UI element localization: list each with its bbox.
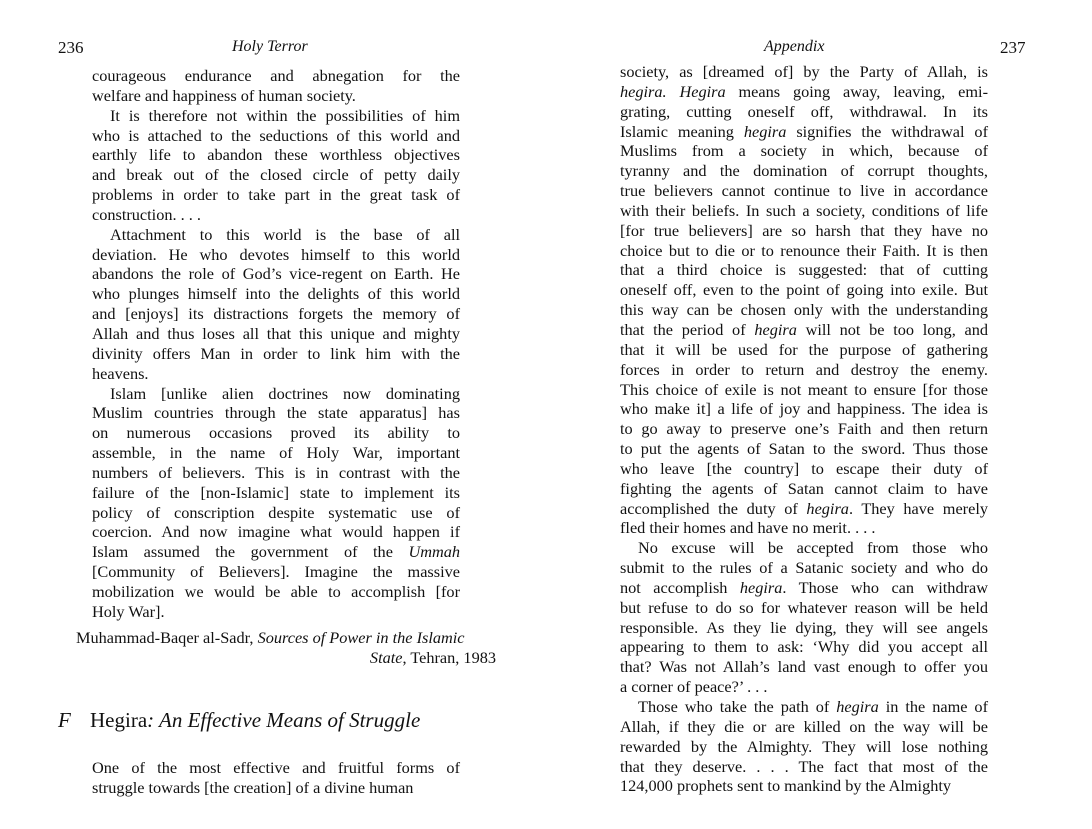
text-line: responsible. As they lie dying, they will see angels — [620, 617, 988, 637]
text-line: with their beliefs. In such a society, conditions of life — [620, 200, 988, 220]
text-line: Holy War]. — [92, 601, 165, 621]
paragraph — [92, 106, 460, 225]
attribution-author: Muhammad-Baqer al-Sadr, — [76, 628, 258, 647]
text-line: grating, cutting oneself off, withdrawal. In its — [620, 101, 988, 121]
text-line: coercion. And now imagine what would happen if — [92, 522, 460, 542]
attribution-line-1 — [76, 628, 496, 648]
text-line: Islamic meaning hegira signifies the withdrawal of — [620, 121, 988, 141]
page-number-left: 236 — [58, 38, 84, 57]
text-line: [for true believers] are so harsh that they have no — [620, 220, 988, 240]
text-line: oneself off, even to the point of going into exile. But — [620, 280, 988, 300]
text-line: choice but to die or to renounce their Faith. It is then — [620, 240, 988, 260]
text-line: construction. . . . — [92, 204, 201, 224]
section-word: Hegira — [90, 708, 148, 732]
attribution-title-cont: State — [369, 647, 403, 667]
text-line: who is attached to the seductions of this world and — [92, 125, 460, 145]
text-line: Islam assumed the government of the Ummah — [92, 542, 460, 562]
text-line: Islam [unlike alien doctrines now dominating — [110, 383, 460, 403]
running-head-left: Holy Terror — [232, 38, 308, 55]
text-line: earthly life to abandon these worthless objectives — [92, 145, 460, 165]
text-line: deviation. He who devotes himself to this world — [92, 244, 460, 264]
text-line: numbers of believers. This is in contrast with the — [92, 462, 460, 482]
text-line: heavens. — [92, 363, 149, 383]
text-line: but refuse to do so for whatever reason will be held — [620, 597, 988, 617]
paragraph — [92, 66, 460, 106]
text-line: fled their homes and have no merit. . . . — [620, 518, 876, 538]
text-line: society, as [dreamed of] by the Party of Allah, is — [620, 62, 988, 81]
text-line: No excuse will be accepted from those who — [638, 538, 988, 558]
text-line: It is therefore not within the possibilities of him — [110, 105, 460, 125]
text-line: submit to the rules of a Satanic society and who do — [620, 558, 988, 578]
text-line: hegira. Hegira means going away, leaving, emi- — [620, 81, 988, 101]
text-line: Allah and thus loses all that this unique and mighty — [92, 323, 460, 343]
attribution-title: Sources of Power in the Islamic — [257, 628, 465, 647]
text-line: One of the most effective and fruitful forms of — [92, 758, 460, 777]
source-attribution — [76, 628, 496, 668]
section-body — [92, 758, 460, 798]
section-heading — [58, 708, 420, 733]
text-line: to put the agents of Satan to the sword. Thus those — [620, 439, 988, 459]
paragraph — [92, 384, 460, 622]
text-line: policy of conscription despite systematic use of — [92, 502, 460, 522]
attribution-place-year: , Tehran, 1983 — [402, 647, 496, 667]
text-line: problems in order to take part in the great task of — [92, 185, 460, 205]
text-line: on numerous occasions proved its ability to — [92, 423, 460, 443]
page-number-right: 237 — [1000, 38, 1026, 57]
right-text-block — [620, 62, 988, 796]
text-line: that? Was not Allah’s land vast enough to offer you — [620, 657, 988, 677]
paragraph — [620, 538, 988, 697]
text-line: Muslims from a society in which, because of — [620, 141, 988, 161]
text-line: Those who take the path of hegira in the name of — [638, 697, 988, 716]
text-line: divinity offers Man in order to link him with the — [92, 343, 460, 363]
text-line: [Community of Believers]. Imagine the massive — [92, 562, 460, 582]
text-line: this way can be chosen only with the understanding — [620, 300, 988, 320]
running-head-right: Appendix — [764, 38, 825, 55]
section-letter: F — [58, 708, 71, 732]
text-line: who plunges himself into the delights of this world — [92, 284, 460, 304]
text-line: that a third choice is suggested: that of cutting — [620, 260, 988, 280]
text-line: that the period of hegira will not be too long, and — [620, 319, 988, 339]
section-subtitle: : An Effective Means of Struggle — [147, 708, 421, 732]
text-line: welfare and happiness of human society. — [92, 85, 356, 105]
text-line: who leave [the country] to escape their duty of — [620, 458, 988, 478]
text-line: Attachment to this world is the base of all — [110, 224, 460, 244]
text-line: struggle towards [the creation] of a divine human — [92, 777, 414, 797]
text-line: and [enjoys] its distractions forgets the memory of — [92, 304, 460, 324]
text-line: Allah, if they die or are killed on the way will be — [620, 716, 988, 736]
text-line: failure of the [non-Islamic] state to implement its — [92, 482, 460, 502]
text-line: forces in order to return and destroy the enemy. — [620, 359, 988, 379]
text-line: and break out of the closed circle of petty daily — [92, 165, 460, 185]
text-line: that they deserve. . . . The fact that most of the — [620, 756, 988, 776]
text-line: rewarded by the Almighty. They will lose nothing — [620, 736, 988, 756]
paragraph — [92, 225, 460, 384]
text-line: who make it] a life of joy and happiness. The idea is — [620, 399, 988, 419]
text-line: true believers cannot continue to live in accordance — [620, 181, 988, 201]
text-line: accomplished the duty of hegira. They have merely — [620, 498, 988, 518]
text-line: Muslim countries through the state apparatus] has — [92, 403, 460, 423]
paragraph — [620, 697, 988, 796]
left-text-block — [92, 66, 460, 622]
text-line: fighting the agents of Satan cannot claim to have — [620, 478, 988, 498]
text-line: tyranny and the domination of corrupt thoughts, — [620, 161, 988, 181]
right-page — [546, 0, 1092, 829]
text-line: This choice of exile is not meant to ensure [for those — [620, 379, 988, 399]
text-line: courageous endurance and abnegation for the — [92, 66, 460, 85]
text-line: appearing to them to ask: ‘Why did you accept all — [620, 637, 988, 657]
text-line: that it will be used for the purpose of gathering — [620, 339, 988, 359]
text-line: to go away to preserve one’s Faith and then return — [620, 419, 988, 439]
text-line: a corner of peace?’ . . . — [620, 677, 768, 697]
text-line: abandons the role of God’s vice-regent on Earth. He — [92, 264, 460, 284]
text-line: mobilization we would be able to accomplish [for — [92, 581, 460, 601]
paragraph — [620, 62, 988, 538]
text-line: not accomplish hegira. Those who can withdraw — [620, 577, 988, 597]
attribution-line-2 — [76, 648, 496, 668]
text-line: 124,000 prophets sent to mankind by the Almighty — [620, 776, 952, 796]
text-line: assemble, in the name of Holy War, important — [92, 443, 460, 463]
